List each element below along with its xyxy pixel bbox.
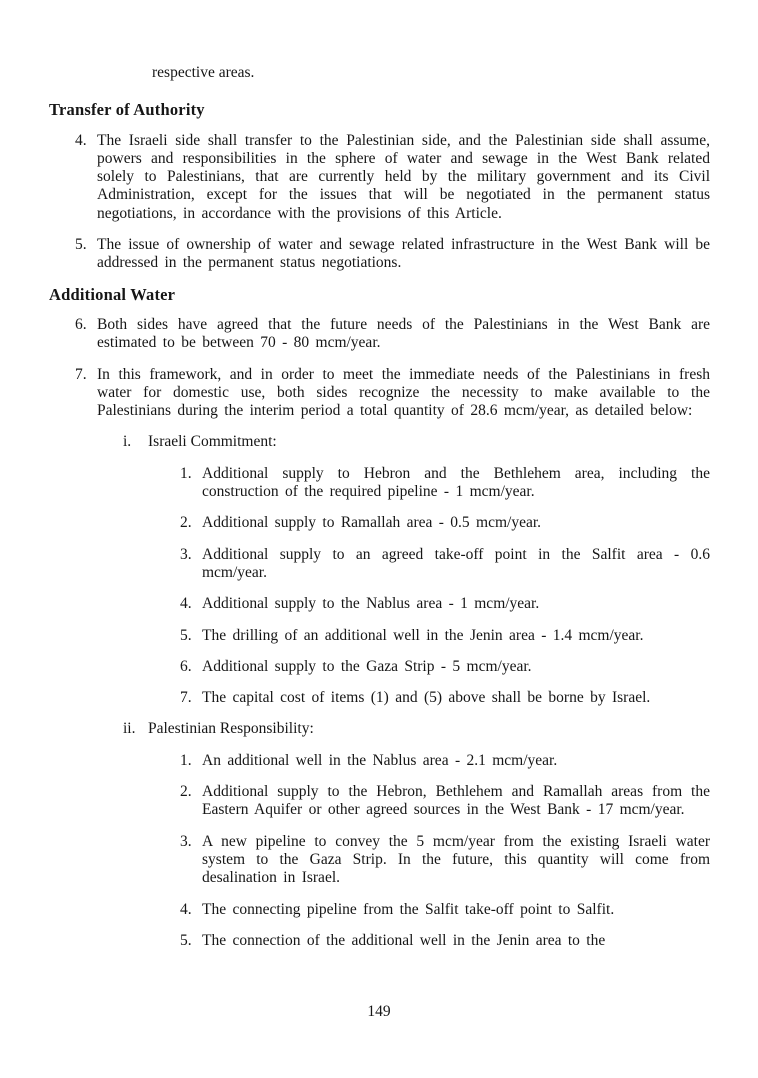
item-number: 7. (75, 365, 87, 383)
item-text: Additional supply to an agreed take-off point in the Salfit area - 0.6 mcm/year. (202, 545, 710, 581)
continuation-line: respective areas. (152, 64, 255, 81)
sub-item-ii-3 (180, 833, 710, 888)
sub-item-i-6 (180, 658, 710, 676)
sublist-heading-israeli-commitment (123, 433, 758, 451)
item-number: 1. (180, 464, 192, 482)
item-text: Both sides have agreed that the future needs of the Palestinians in the West Bank are estimated to be between 70 - 80 mcm/year. (97, 315, 710, 352)
section-heading-transfer-of-authority: Transfer of Authority (49, 100, 205, 120)
item-number: 6. (75, 315, 87, 333)
list-item-7 (75, 366, 710, 421)
sub-item-i-2 (180, 514, 710, 532)
item-text: The connecting pipeline from the Salfit take-off point to Salfit. (202, 900, 615, 918)
sub-item-i-3 (180, 546, 710, 583)
section-heading-additional-water: Additional Water (49, 284, 176, 304)
item-number: 5. (180, 931, 192, 949)
item-text: Additional supply to the Nablus area - 1 mcm/year. (202, 595, 540, 613)
item-number: 3. (180, 832, 192, 850)
sub-item-i-7 (180, 689, 710, 707)
item-text: Additional supply to Hebron and the Bethlehem area, including the construction of the required pipeline - 1 mcm/year. (202, 464, 710, 501)
item-text: The connection of the additional well in the Jenin area to the (202, 931, 606, 949)
sub-item-ii-4 (180, 901, 710, 919)
item-number: 7. (180, 689, 192, 707)
item-number: 6. (180, 657, 192, 675)
item-text: In this framework, and in order to meet the immediate needs of the Palestinians in fresh water for domestic use, both sides recognize the necessity to make available to the Palestinians during the interim period a total quantity of 28.6 mcm/year, as detailed below: (97, 365, 710, 420)
list-item-5 (75, 236, 710, 273)
sublist-title: Palestinian Responsibility: (148, 720, 314, 738)
sub-item-i-4 (180, 595, 710, 613)
item-number: 3. (180, 545, 192, 563)
item-number: 5. (180, 626, 192, 644)
item-text: Additional supply to Ramallah area - 0.5 mcm/year. (202, 514, 542, 532)
item-text: The capital cost of items (1) and (5) above shall be borne by Israel. (202, 689, 651, 707)
item-number: 1. (180, 751, 192, 769)
item-number: 4. (180, 900, 192, 918)
item-number: 5. (75, 236, 87, 254)
item-text: An additional well in the Nablus area - 2.1 mcm/year. (202, 751, 558, 769)
item-text: The drilling of an additional well in the Jenin area - 1.4 mcm/year. (202, 626, 644, 644)
sub-item-ii-1 (180, 752, 710, 770)
item-number: 4. (180, 595, 192, 613)
item-text: A new pipeline to convey the 5 mcm/year from the existing Israeli water system to the Gaza Strip. In the future, this quantity will come from desalination in Israel. (202, 832, 710, 887)
sublist-marker: i. (123, 433, 132, 451)
list-item-6 (75, 316, 710, 353)
item-text: The Israeli side shall transfer to the Palestinian side, and the Palestinian side shall assume, powers and responsibilities in the sphere of water and sewage in the West Bank related solely to Palestinians, that are currently held by the military government and its Civil Administration, except for the issues that will be negotiated in the permanent status negotiations, in accordance with the provisions of this Article. (97, 131, 710, 222)
sub-item-ii-2 (180, 783, 710, 820)
sub-item-i-5 (180, 627, 710, 645)
item-number: 2. (180, 783, 192, 801)
sublist-marker: ii. (123, 720, 136, 738)
sub-item-i-1 (180, 465, 710, 502)
item-text: Additional supply to the Gaza Strip - 5 mcm/year. (202, 657, 532, 675)
page-number: 149 (367, 1002, 391, 1020)
sub-item-ii-5 (180, 932, 710, 950)
item-number: 2. (180, 514, 192, 532)
item-text: The issue of ownership of water and sewage related infrastructure in the West Bank will be addressed in the permanent status negotiations. (97, 236, 710, 272)
item-text: Additional supply to the Hebron, Bethlehem and Ramallah areas from the Eastern Aquifer or other agreed sources in the West Bank - 17 mcm/year. (202, 783, 710, 819)
item-number: 4. (75, 131, 87, 149)
sublist-title: Israeli Commitment: (148, 433, 277, 451)
list-item-4 (75, 132, 710, 223)
sublist-heading-palestinian-responsibility (123, 720, 758, 738)
